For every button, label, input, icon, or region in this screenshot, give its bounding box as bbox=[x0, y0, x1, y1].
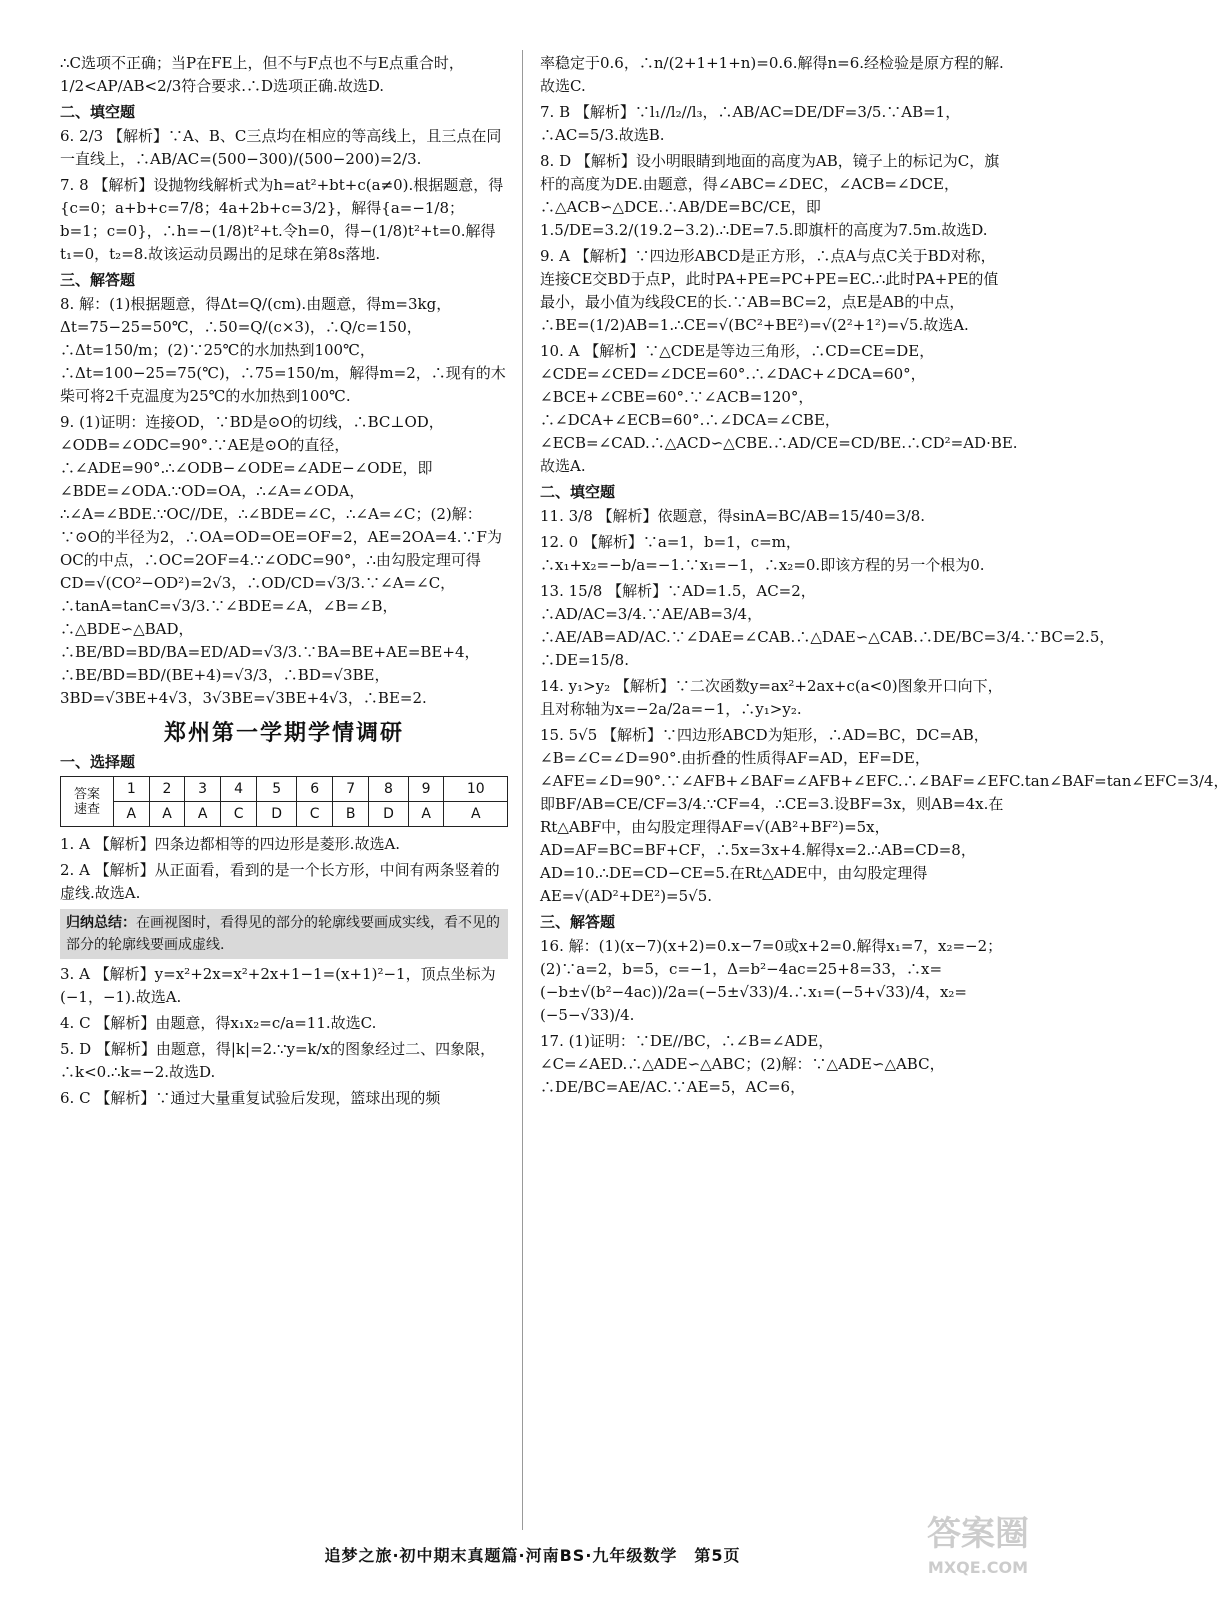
table-number: 10 bbox=[444, 777, 508, 802]
solve-answer-16: 16. 解：(1)(x−7)(x+2)=0.x−7=0或x+2=0.解得x₁=7，x₂=−2；(2)∵a=2，b=5，c=−1，Δ=b²−4ac=25+8=33，∴x=(−b±√(b²−4ac))/2a=(−5±√33)/4.∴x₁=(−5+√33)/4，x₂=(−5−√33)/4. bbox=[540, 937, 1003, 1024]
table-head bbox=[61, 777, 114, 827]
choice-answer-5: 5. D 【解析】由题意，得|k|=2.∵y=k/x的图象经过二、四象限，∴k<0.∴k=−2.故选D. bbox=[60, 1040, 496, 1081]
choice-answer-10: 10. A 【解析】∵△CDE是等边三角形，∴CD=CE=DE，∠CDE=∠CED=∠DCE=60°.∴∠DAC+∠DCA=60°，∠BCE+∠CBE=60°.∵∠ACB=120°，∴∠DCA+∠ECB=60°.∴∠DCA=∠CBE，∠ECB=∠CAD.∴△ACD∽△CBE.∴AD/CE=CD/BE.∴CD²=AD·BE.故选A. bbox=[540, 342, 1018, 475]
answer-6: 6. 2/3 【解析】∵A、B、C三点均在相应的等高线上，且三点在同一直线上，∴AB/AC=(500−300)/(500−200)=2/3. bbox=[60, 127, 502, 168]
choice-answer-6: 6. C 【解析】∵通过大量重复试验后发现，篮球出现的频 bbox=[60, 1089, 441, 1107]
table-row bbox=[61, 777, 508, 802]
table-number: 8 bbox=[369, 777, 409, 802]
summary-tag: 归纳总结： bbox=[66, 915, 136, 931]
choice-answer-1: 1. A 【解析】四条边都相等的四边形是菱形.故选A. bbox=[60, 835, 401, 853]
page-footer: 追梦之旅·初中期末真题篇·河南BS·九年级数学 第5页 bbox=[324, 1546, 741, 1565]
table-number: 1 bbox=[114, 777, 150, 802]
table-head-bottom: 速查 bbox=[73, 801, 100, 817]
table-number: 7 bbox=[333, 777, 369, 802]
left-column bbox=[60, 52, 508, 1113]
table-number: 2 bbox=[149, 777, 185, 802]
blank-answer-12: 12. 0 【解析】∵a=1，b=1，c=m，∴x₁+x₂=−b/a=−1.∵x₁=−1，∴x₂=0.即该方程的另一个根为0. bbox=[540, 533, 985, 574]
choice-answer-4: 4. C 【解析】由题意，得x₁x₂=c/a=11.故选C. bbox=[60, 1014, 377, 1032]
choice-answer-6-cont: 率稳定于0.6，∴n/(2+1+1+n)=0.6.解得n=6.经检验是原方程的解.故选C. bbox=[540, 54, 1004, 95]
table-answer: A bbox=[444, 802, 508, 827]
watermark-url: MXQE.COM bbox=[927, 1558, 1029, 1577]
choice-answer-3: 3. A 【解析】y=x²+2x=x²+2x+1−1=(x+1)²−1，顶点坐标为(−1，−1).故选A. bbox=[60, 965, 496, 1006]
blank-answer-13: 13. 15/8 【解析】∵AD=1.5，AC=2，∴AD/AC=3/4.∵AE/AB=3/4，∴AE/AB=AD/AC.∵∠DAE=∠CAB.∴△DAE∽△CAB.∴DE/BC=3/4.∵BC=2.5，∴DE=15/8. bbox=[540, 582, 1115, 669]
blank-answer-15: 15. 5√5 【解析】∵四边形ABCD为矩形，∴AD=BC，DC=AB，∠B=∠C=∠D=90°.由折叠的性质得AF=AD，EF=DE，∠AFE=∠D=90°.∵∠AFB+∠BAF=∠AFB+∠EFC.∴∠BAF=∠EFC.tan∠BAF=tan∠EFC=3/4，即BF/AB=CE/CF=3/4.∵CF=4，∴CE=3.设BF=3x，则AB=4x.在Rt△ABF中，由勾股定理得AF=√(AB²+BF²)=5x，AD=AF=BC=BF+CF，∴5x=3x+4.解得x=2.∴AB=CD=8，AD=10.∴DE=CD−CE=5.在Rt△ADE中，由勾股定理得AE=√(AD²+DE²)=5√5. bbox=[540, 726, 1229, 905]
blank-answer-11: 11. 3/8 【解析】依题意，得sinA=BC/AB=15/40=3/8. bbox=[540, 507, 926, 525]
answer-8: 8. 解：(1)根据题意，得Δt=Q/(cm).由题意，得m=3kg，Δt=75−25=50℃，∴50=Q/(c×3)，∴Q/c=150，∴Δt=150/m；(2)∵25℃的水加热到100℃，∴Δt=100−25=75(℃)，∴75=150/m，解得m=2，∴现有的木柴可将2千克温度为25℃的水加热到100℃. bbox=[60, 295, 506, 405]
section-choice: 一、选择题 bbox=[60, 753, 136, 771]
right-column bbox=[540, 52, 1229, 1102]
table-answer: B bbox=[333, 802, 369, 827]
answer-9: 9. (1)证明：连接OD，∵BD是⊙O的切线，∴BC⊥OD，∠ODB=∠ODC=90°.∵AE是⊙O的直径，∴∠ADE=90°.∴∠ODB−∠ODE=∠ADE−∠ODE，即∠BDE=∠ODA.∵OD=OA，∴∠A=∠ODA，∴∠A=∠BDE.∵OC//DE，∴∠BDE=∠C，∴∠A=∠C；(2)解：∵⊙O的半径为2，∴OA=OD=OE=OF=2，AE=2OA=4.∵F为OC的中点，∴OC=2OF=4.∵∠ODC=90°，∴由勾股定理可得CD=√(CO²−OD²)=2√3，∴OD/CD=√3/3.∵∠A=∠C，∴tanA=tanC=√3/3.∵∠BDE=∠A，∠B=∠B，∴△BDE∽△BAD，∴BE/BD=BD/BA=ED/AD=√3/3.∵BA=BE+AE=BE+4，∴BE/BD=BD/(BE+4)=√3/3，∴BD=√3BE，3BD=√3BE+4√3，3√3BE=√3BE+4√3，∴BE=2. bbox=[60, 413, 502, 707]
table-row bbox=[61, 802, 508, 827]
section-fill-blank: 二、填空题 bbox=[60, 103, 136, 121]
blank-answer-14: 14. y₁>y₂ 【解析】∵二次函数y=ax²+2ax+c(a<0)图象开口向下，且对称轴为x=−2a/2a=−1，∴y₁>y₂. bbox=[540, 677, 1003, 718]
choice-answer-9: 9. A 【解析】∵四边形ABCD是正方形，∴点A与点C关于BD对称，连接CE交BD于点P，此时PA+PE=PC+PE=EC.∴此时PA+PE的值最小，最小值为线段CE的长.∵AB=BC=2，点E是AB的中点，∴BE=(1/2)AB=1.∴CE=√(BC²+BE²)=√(2²+1²)=√5.故选A. bbox=[540, 247, 999, 334]
table-number: 4 bbox=[220, 777, 256, 802]
table-number: 9 bbox=[408, 777, 444, 802]
table-answer: A bbox=[408, 802, 444, 827]
table-answer: A bbox=[185, 802, 221, 827]
watermark-logo bbox=[913, 1510, 1043, 1585]
column-divider bbox=[522, 50, 523, 1530]
table-answer: C bbox=[220, 802, 256, 827]
watermark-logo-text: 答案圈 bbox=[927, 1514, 1029, 1554]
summary-text: 在画视图时，看得见的部分的轮廓线要画成实线，看不见的部分的轮廓线要画成虚线. bbox=[66, 915, 500, 953]
summary-box bbox=[60, 909, 508, 959]
text-top: ∴C选项不正确；当P在FE上，但不与F点也不与E点重合时，1/2<AP/AB<2/3符合要求.∴D选项正确.故选D. bbox=[60, 54, 464, 95]
section-solve-2: 三、解答题 bbox=[540, 913, 616, 931]
table-answer: D bbox=[369, 802, 409, 827]
choice-answer-7: 7. B 【解析】∵l₁//l₂//l₃，∴AB/AC=DE/DF=3/5.∵AB=1，∴AC=5/3.故选B. bbox=[540, 103, 961, 144]
solve-answer-17: 17. (1)证明：∵DE//BC，∴∠B=∠ADE，∠C=∠AED.∴△ADE∽△ABC；(2)解：∵△ADE∽△ABC，∴DE/BC=AE/AC.∵AE=5，AC=6， bbox=[540, 1032, 945, 1096]
table-head-top: 答案 bbox=[73, 786, 100, 802]
exam-title: 郑州第一学期学情调研 bbox=[163, 721, 404, 746]
choice-answer-2: 2. A 【解析】从正面看，看到的是一个长方形，中间有两条竖着的虚线.故选A. bbox=[60, 861, 500, 902]
table-answer: A bbox=[114, 802, 150, 827]
table-number: 6 bbox=[297, 777, 333, 802]
choice-answer-8: 8. D 【解析】设小明眼睛到地面的高度为AB，镜子上的标记为C，旗杆的高度为DE.由题意，得∠ABC=∠DEC，∠ACB=∠DCE，∴△ACB∽△DCE.∴AB/DE=BC/CE，即1.5/DE=3.2/(19.2−3.2).∴DE=7.5.即旗杆的高度为7.5m.故选D. bbox=[540, 152, 1000, 239]
answer-table bbox=[60, 776, 508, 827]
table-answer: A bbox=[149, 802, 185, 827]
answer-7: 7. 8 【解析】设抛物线解析式为h=at²+bt+c(a≠0).根据题意，得{c=0；a+b+c=7/8；4a+2b+c=3/2}，解得{a=−1/8；b=1；c=0}，∴h=−(1/8)t²+t.令h=0，得−(1/8)t²+t=0.解得t₁=0，t₂=8.故该运动员踢出的足球在第8s落地. bbox=[60, 176, 504, 263]
section-fill-blank-2: 二、填空题 bbox=[540, 483, 616, 501]
table-number: 3 bbox=[185, 777, 221, 802]
table-answer: C bbox=[297, 802, 333, 827]
table-answer: D bbox=[257, 802, 297, 827]
section-solve: 三、解答题 bbox=[60, 271, 136, 289]
table-number: 5 bbox=[257, 777, 297, 802]
